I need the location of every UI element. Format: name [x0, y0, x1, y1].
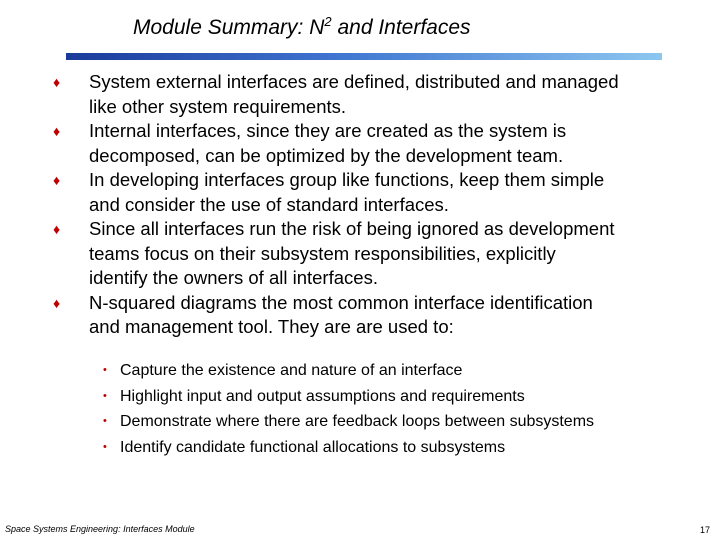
bullet-line: like other system requirements.: [89, 95, 347, 117]
bullet-line: Since all interfaces run the risk of being ignored as development: [89, 218, 615, 239]
bullet-text: [89, 217, 615, 291]
title-prefix: Module Summary: N: [133, 16, 325, 39]
bullet-line: and consider the use of standard interfaces.: [89, 193, 449, 215]
bullet-line: identify the owners of all interfaces.: [89, 267, 378, 288]
title-divider: [66, 53, 662, 60]
bullet-list: [52, 70, 692, 340]
sub-bullet-item: [103, 409, 703, 435]
diamond-bullet-icon: ♦: [53, 172, 61, 188]
sub-bullet-text: Demonstrate where there are feedback loops between subsystems: [120, 413, 595, 430]
page-number: 17: [699, 525, 710, 535]
sub-bullet-text: Capture the existence and nature of an interface: [120, 362, 463, 379]
diamond-bullet-icon: ♦: [53, 221, 61, 237]
title-superscript: 2: [324, 14, 332, 29]
sub-bullet-text: Identify candidate functional allocations to subsystems: [120, 438, 506, 456]
slide-title: [133, 14, 471, 40]
bullet-item: [52, 291, 692, 340]
dot-bullet-icon: •: [103, 389, 107, 402]
sub-bullet-list: [103, 358, 703, 460]
bullet-item: [52, 168, 692, 217]
bullet-line: and management tool. They are are used to:: [89, 316, 454, 337]
slide-footer: Space Systems Engineering: Interfaces Module: [5, 524, 195, 534]
dot-bullet-icon: •: [103, 415, 107, 427]
bullet-text: [89, 70, 619, 119]
bullet-line: decomposed, can be optimized by the development team.: [89, 144, 564, 166]
diamond-bullet-icon: ♦: [53, 74, 61, 90]
dot-bullet-icon: •: [103, 364, 107, 376]
bullet-item: [52, 217, 692, 291]
bullet-line: In developing interfaces group like functions, keep them simple: [89, 169, 605, 190]
diamond-bullet-icon: ♦: [53, 294, 61, 311]
sub-bullet-text: Highlight input and output assumptions and requirements: [120, 387, 525, 405]
title-suffix: and Interfaces: [331, 16, 471, 39]
bullet-line: Internal interfaces, since they are created as the system is: [89, 120, 567, 141]
diamond-bullet-icon: ♦: [53, 123, 61, 139]
sub-bullet-item: [103, 358, 703, 384]
bullet-line: teams focus on their subsystem responsibilities, explicitly: [89, 242, 556, 264]
bullet-text: [89, 168, 604, 217]
bullet-line: N-squared diagrams the most common interface identification: [89, 291, 593, 313]
bullet-text: [89, 119, 566, 168]
bullet-text: [89, 291, 593, 340]
dot-bullet-icon: •: [103, 440, 107, 453]
bullet-item: [52, 70, 692, 119]
sub-bullet-item: [103, 384, 703, 410]
sub-bullet-item: [103, 435, 703, 461]
bullet-item: [52, 119, 692, 168]
bullet-line: System external interfaces are defined, distributed and managed: [89, 71, 619, 92]
